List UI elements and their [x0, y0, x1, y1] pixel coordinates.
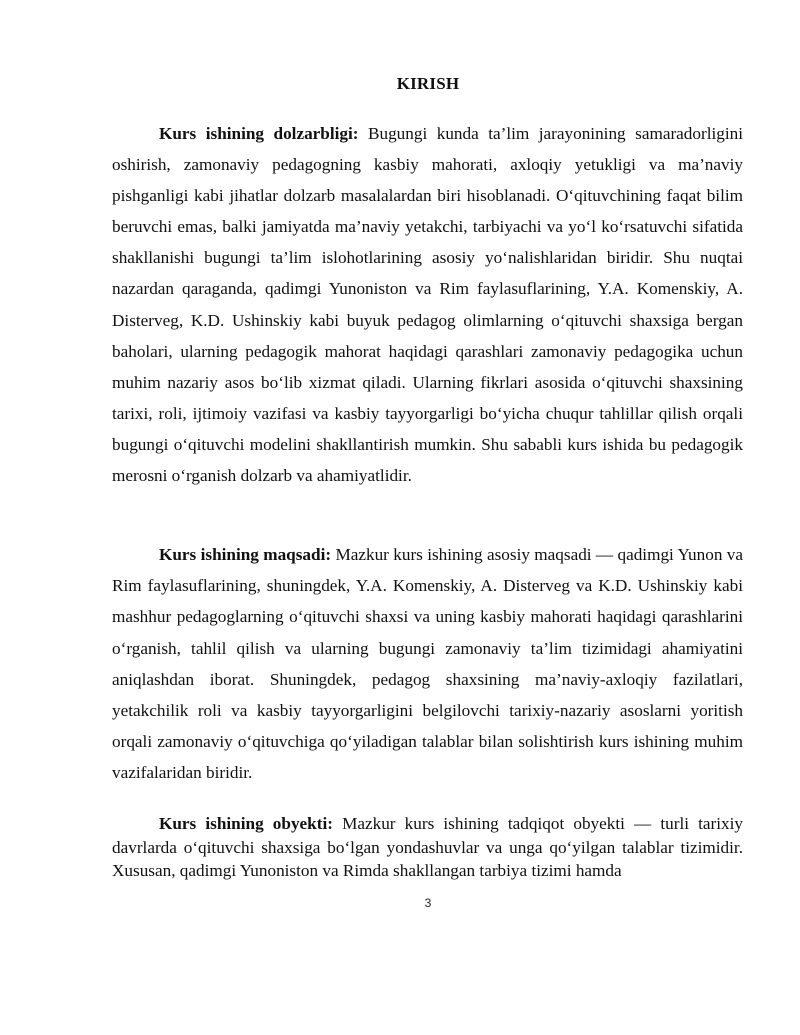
paragraph-lead: Kurs ishining dolzarbligi: — [159, 124, 369, 143]
paragraph-lead: Kurs ishining obyekti: — [159, 814, 343, 833]
page-number: 3 — [424, 896, 432, 910]
paragraph-object — [112, 812, 743, 883]
paragraph-text: Mazkur kurs ishining asosiy maqsadi — qadimgi Yunon va Rim faylasuflarining, shuningdek, Y.A. Komenskiy, A. Disterveg va K.D. Ushinskiy kabi mashhur pedagoglarning o‘qituvchi shaxsi va uning kasbiy mahorati haqidagi qarashlarini o‘rganish, tahlil qilish va ularning bugungi zamonaviy ta’lim tizimidagi ahamiyatini aniqlashdan iborat. Shuningdek, pedagog shaxsining ma’naviy-axloqiy fazilatlari, yetakchilik roli va kasbiy tayyorgarligini belgilovchi tarixiy-nazariy asoslarni yoritish orqali zamonaviy o‘qituvchiga qo‘yiladigan talablar bilan solishtirish kurs ishining muhim vazifalaridan biridir. — [112, 545, 744, 783]
paragraph-relevance — [112, 118, 743, 491]
page-title: KIRISH — [396, 74, 460, 93]
paragraph-text: Mazkur kurs ishining tadqiqot obyekti — turli tarixiy davrlarda o‘qituvchi shaxsiga bo‘lgan yondashuvlar va unga qo‘yilgan talablar tizimidir. Xususan, qadimgi Yunoniston va Rimda shakllangan tarbiya tizimi hamda — [112, 814, 743, 880]
paragraph-text: Bugungi kunda ta’lim jarayonining samaradorligini oshirish, zamonaviy pedagogning kasbiy mahorati, axloqiy yetukligi va ma’naviy pishganligi kabi jihatlar dolzarb masalalardan biri hisoblanadi. O‘qituvchining faqat bilim beruvchi emas, balki jamiyatda ma’naviy yetakchi, tarbiyachi va yo‘l ko‘rsatuvchi sifatida shakllanishi bugungi ta’lim islohotlarining asosiy yo‘nalishlaridan biridir. Shu nuqtai nazardan qaraganda, qadimgi Yunoniston va Rim faylasuflarining, Y.A. Komenskiy, A. Disterveg, K.D. Ushinskiy kabi buyuk pedagog olimlarning o‘qituvchi shaxsiga bergan baholari, ularning pedagogik mahorat haqidagi qarashlari zamonaviy pedagogika uchun muhim nazariy asos bo‘lib xizmat qiladi. Ularning fikrlari asosida o‘qituvchi shaxsining tarixi, roli, ijtimoiy vazifasi va kasbiy tayyorgarligi bo‘yicha chuqur tahlillar qilish orqali bugungi o‘qituvchi modelini shakllantirish mumkin. Shu sababli kurs ishida bu pedagogik merosni o‘rganish dolzarb va ahamiyatlidir. — [112, 124, 744, 486]
paragraph-goal — [112, 539, 743, 789]
paragraph-lead: Kurs ishining maqsadi: — [159, 545, 336, 564]
